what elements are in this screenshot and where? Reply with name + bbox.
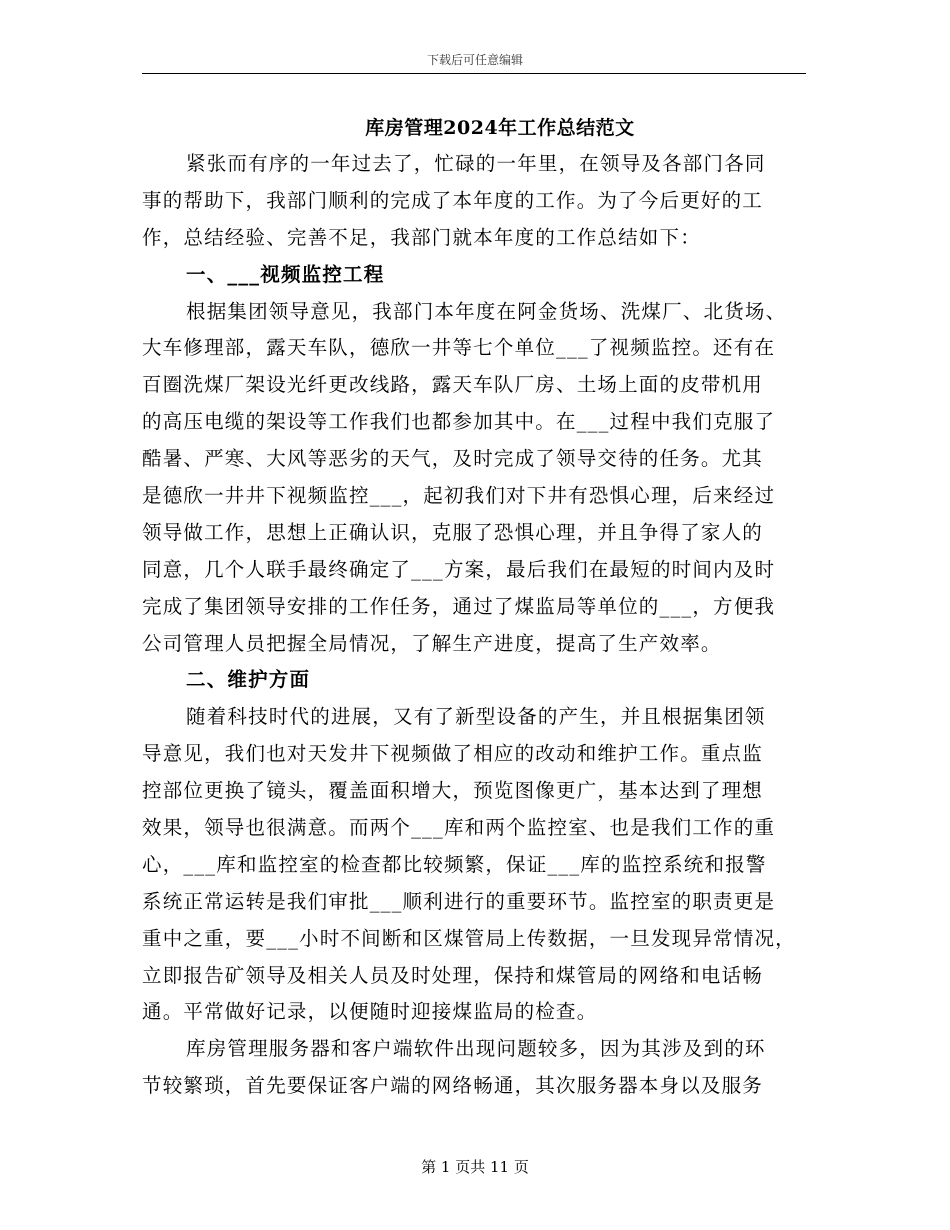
document-body [142,146,807,1105]
document-title: 库房管理2024年工作总结范文 [365,117,635,139]
paragraph-line: 效果，领导也很满意。而两个___库和两个监控室、也是我们工作的重 [142,816,776,840]
paragraph-line: 百圈洗煤厂架设光纤更改线路，露天车队厂房、土场上面的皮带机用 [142,373,764,397]
paragraph-line: 公司管理人员把握全局情况，了解生产进度，提高了生产效率。 [142,631,722,655]
paragraph-line: 节较繁琐，首先要保证客户端的网络畅通，其次服务器本身以及服务 [142,1074,764,1098]
paragraph-line: 的高压电缆的架设等工作我们也都参加其中。在___过程中我们克服了 [142,410,776,434]
paragraph-line: 根据集团领导意见，我部门本年度在阿金货场、洗煤厂、北货场、 [186,299,787,323]
paragraph-line: 酷暑、严寒、大风等恶劣的天气，及时完成了领导交待的任务。尤其 [142,447,764,471]
paragraph-line: 控部位更换了镜头，覆盖面积增大，预览图像更广，基本达到了理想 [142,779,764,803]
paragraph-line: 紧张而有序的一年过去了，忙碌的一年里，在领导及各部门各同 [186,152,766,175]
paragraph-line: 完成了集团领导安排的工作任务，通过了煤监局等单位的___，方便我 [142,594,776,618]
paragraph-line: 作，总结经验、完善不足，我部门就本年度的工作总结如下： [142,225,701,249]
paragraph-line: 随着科技时代的进展，又有了新型设备的产生，并且根据集团领 [186,705,766,729]
paragraph-line: 库房管理服务器和客户端软件出现问题较多，因为其涉及到的环 [186,1037,766,1061]
paragraph-line: 导意见，我们也对天发井下视频做了相应的改动和维护工作。重点监 [142,742,764,766]
paragraph-line: 领导做工作，思想上正确认识，克服了恐惧心理，并且争得了家人的 [142,520,764,544]
paragraph-line: 事的帮助下，我部门顺利的完成了本年度的工作。为了今后更好的工 [142,188,764,212]
paragraph-line: 立即报告矿领导及相关人员及时处理，保持和煤管局的网络和电话畅 [142,963,764,987]
paragraph-line: 通。平常做好记录，以便随时迎接煤监局的检查。 [142,1000,598,1024]
section-heading-maintenance: 二、维护方面 [186,668,311,692]
section-heading-video-monitoring: 一、___视频监控工程 [186,262,385,286]
paragraph-line: 大车修理部，露天车队，德欣一井等七个单位___了视频监控。还有在 [142,336,776,360]
paragraph-line: 是德欣一井井下视频监控___，起初我们对下井有恐惧心理，后来经过 [142,484,776,508]
page-header-note: 下载后可任意编辑 [426,53,523,67]
paragraph-line: 同意，几个人联手最终确定了___方案，最后我们在最短的时间内及时 [142,557,776,581]
page-number: 第 1 页共 11 页 [421,1158,529,1176]
paragraph-line: 心，___库和监控室的检查都比较频繁，保证___库的监控系统和报警 [142,852,767,876]
header-divider [142,73,806,74]
paragraph-line: 系统正常运转是我们审批___顺利进行的重要环节。监控室的职责更是 [142,889,776,913]
paragraph-line: 重中之重，要___小时不间断和区煤管局上传数据，一旦发现异常情况， [142,926,796,950]
